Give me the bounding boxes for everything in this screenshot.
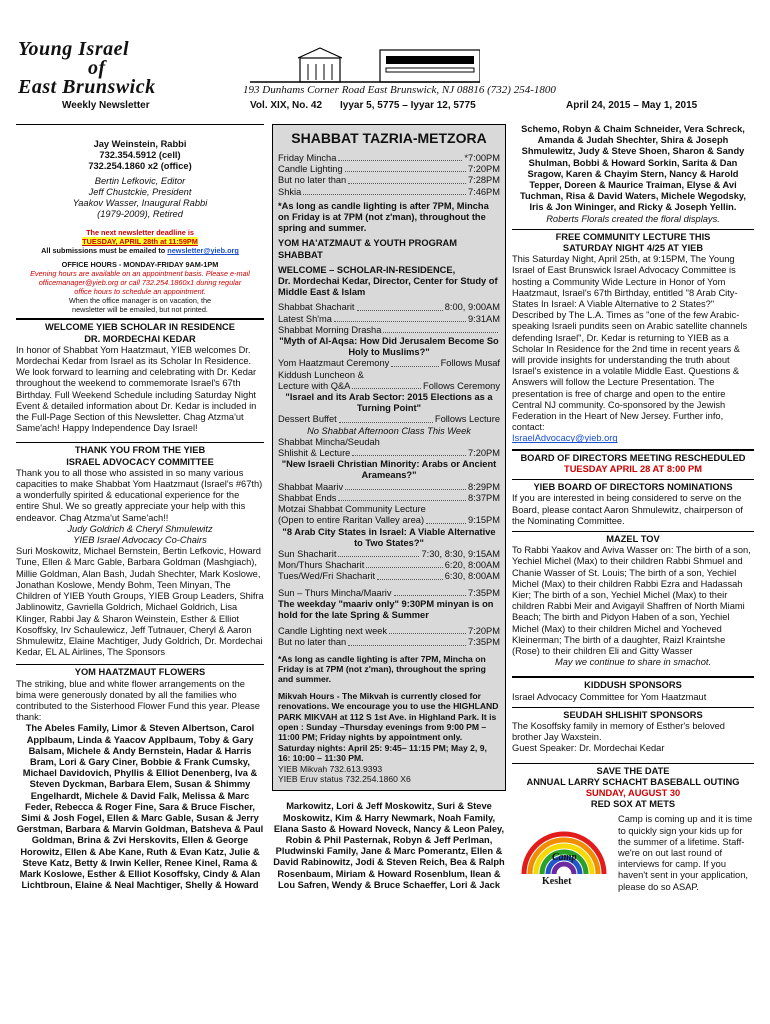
office-hours-line1: Evening hours are available on an appointment basis. Please e-mail	[30, 269, 250, 279]
lecture-title: "Israel and its Arab Sector: 2015 Elections as a Turning Point"	[285, 392, 493, 414]
mazel-tov-heading: MAZEL TOV	[512, 531, 754, 545]
schedule-shlishit: Shlishit & Lecture 7:20PM	[278, 448, 500, 459]
candle-no-later: But no later than 7:35PM	[278, 637, 500, 648]
seudah-sponsors-heading: SEUDAH SHLISHIT SPONSORS	[512, 707, 754, 721]
motzai-title: "8 Arab City States in Israel: A Viable Alternative to Two States?"	[282, 526, 496, 548]
guest-speaker: Guest Speaker: Dr. Mordechai Kedar	[512, 743, 665, 754]
nominations-body: If you are interested in being considered to serve on the Board, please contact Aaron Shmulewitz, chairperson of the Nominating Committee.	[512, 493, 744, 526]
lecture-body: This Saturday Night, April 25th, at 9:15PM, The Young Israel of East Brunswick Israel Advocacy Committee is hosting a Community Wide Lecture in Honor of Yom Haatzmaut, Israel's 67th Birthday, entitled "8 Arab City-States In Israel: A Viable Alternative to 2 States?" Described by The L.A. Times as "one of the few Arabic-speaking Israeli pundits seen on Arabic satellite channels defending Israel", Dr. Kedar is returning to YIEB as a Scholar In Residence for the 2nd time in recent years & will provide insights for understanding the truth about Israel's existence in a volatile Middle East. Questions & Answers will follow the Lecture Presentation. The presentation is free of charge and open to the entire Central NJ community. Co-sponsored by the Jewish Federation in the Heart of New Jersey. Further info, contact:	[512, 254, 748, 433]
no-class-note: No Shabbat Afternoon Class This Week	[307, 425, 471, 436]
deadline-notice-date: TUESDAY, APRIL 28th at 11:59PM	[82, 237, 198, 247]
nominations-heading: YIEB BOARD OF DIRECTORS NOMINATIONS	[512, 479, 754, 493]
column-right	[512, 124, 754, 892]
editor-credit: Bertin Lefkovic, Editor	[94, 175, 186, 186]
schedule-shacharit: Shabbat Shacharit 8:00, 9:00AM	[278, 302, 500, 313]
advocacy-email-link[interactable]: IsraelAdvocacy@yieb.org	[512, 433, 618, 444]
inaugural-rabbi-credit: Yaakov Wasser, Inaugural Rabbi	[72, 198, 208, 209]
inaugural-rabbi-years: (1979-2009), Retired	[97, 209, 183, 220]
mikvah-phone: YIEB Mikvah 732.613.9393	[278, 763, 383, 774]
schedule-ceremony: Yom Haatzmaut Ceremony Follows Musaf	[278, 358, 500, 369]
flowers-list: The Abeles Family, Limor & Steven Albertson, Carol Applbaum, Linda & Yaacov Applbaum, Toby & Gary Balsam, Michele & Andy Bernstein, Hadar & Harris Bram, Lori & Gary Ciner, Bobbie & Frank Cumsky, Michael Davidovich, Phyllis & Elliot Denenberg, Iva & Steven Dyckman, Barbara Elem, Susan & Shimmy Engelhardt, Michele & David Falk, Melissa & Marc Feder, Rebecca & Roger Fine, Sara & Bruce Fischer, Simi & Josh Fogel, Ellen & Marc Gable, Susan & Jerry Gerstman, Barbara & Marvin Goldman, Batsheva & Paul Goldman, Brina & Zvi Herskovits, Ellen & George Horowitz, Ellen & Abe Kane, Ruth & Evan Katz, Julie & Steve Katz, Betty & Irwin Keller, Renee Kinel, Rama & Mark Koslowe, Esther & Elliot Kosoffsky, Cindy & Alan Lichtbroun, Elaine & Neal Machtiger, Shelly & Howard	[16, 723, 264, 891]
eruv-phone: YIEB Eruv status 732.254.1860 X6	[278, 774, 411, 784]
cochairs-names: Judy Goldrich & Cheryl Shmulewitz	[67, 523, 213, 534]
kiddush-sponsors-body: Israel Advocacy Committee for Yom Haatzmaut	[512, 691, 707, 702]
shabbat-title: SHABBAT TAZRIA-METZORA	[291, 130, 487, 146]
rabbi-name: Jay Weinstein, Rabbi	[93, 139, 187, 149]
friday-time-row: But no later than 7:28PM	[278, 175, 500, 186]
office-hours-line2: officemanager@yieb.org or call 732.254.1860x1 during regular	[38, 278, 242, 288]
submissions-email-link[interactable]: newsletter@yieb.org	[167, 246, 239, 256]
thanks-heading-line1: THANK YOU FROM THE YIEB	[74, 445, 206, 456]
thanks-list: Suri Moskowitz, Michael Bernstein, Bertin Lefkovic, Howard Tune, Ellen & Marc Gable, Barbara Goldman (Mashgiach), Millie Goldman, Alan Bash, Judah Shechter, Mark Koslowe, Jonathan Koslowe, Mendy Bohm, Teen Minyan, The Children of YIEB Youth Groups, YIEB Group Leaders, Shifra Jablinowitz, Gavriella Goldrich, Michael Goldrich, Lisa Klinger, Rabbi Jay & Sharon Weinstein, Esther & Elliot Kosoffsky, Irv Schaulewicz, Jeff Tutnauer, Cheryl & Aaron Shmulewitz, Elaine Machtiger, Judy Goldrich, Dr. Mordechai Kedar, EL AL Airlines, The Sponsors	[16, 546, 264, 658]
friday-time-row: Candle Lighting 7:20PM	[278, 164, 500, 175]
masthead-title-line2: of	[88, 57, 106, 79]
lecture-heading-line1: FREE COMMUNITY LECTURE THIS	[555, 231, 711, 242]
friday-times	[278, 153, 500, 198]
lecture-heading-line2: SATURDAY NIGHT 4/25 AT YIEB	[562, 243, 704, 254]
schedule-tue-shacharit: Tues/Wed/Fri Shacharit 6:30, 8:00AM	[278, 571, 500, 582]
seudah-sponsors-body: The Kosoffsky family in memory of Esther's beloved brother Jay Waxstein.	[512, 720, 725, 743]
schedule-motzai: Motzai Shabbat Community Lecture	[278, 504, 426, 515]
save-date-heading: SAVE THE DATE	[596, 765, 670, 776]
schedule-shabbat-ends: Shabbat Ends 8:37PM	[278, 492, 500, 503]
rabbi-cell: 732.354.5912 (cell)	[99, 150, 181, 161]
camp-logo-text2: Keshet	[542, 876, 572, 888]
schedule-open-lecture: (Open to entire Raritan Valley area) 9:15PM	[278, 515, 500, 526]
scholar-body: In honor of Shabbat Yom Haatzmaut, YIEB welcomes Dr. Mordechai Kedar from Israel as its Scholar In Residence. We look forward to learning and celebrating with Dr. Kedar throughout the weekend to commemorate Israel's 67th Birthday. Full Weekend Schedule including Saturday Night Event & detailed information about Dr. Kedar is included in the Full-Page Section of this Newsletter. Chag Atzma'ut Same'ach! Happy Independence Day Israel!	[16, 344, 257, 434]
yom-program-line1: YOM HA'ATZMAUT & YOUTH PROGRAM	[278, 238, 458, 249]
schedule-sunthu-mincha: Sun – Thurs Mincha/Maariv 7:35PM	[278, 587, 500, 598]
cochairs-title: YIEB Israel Advocacy Co-Chairs	[73, 535, 207, 546]
outing-date: SUNDAY, AUGUST 30	[585, 787, 681, 798]
column-middle	[272, 124, 506, 891]
schedule-mon-shacharit: Mon/Thurs Shacharit 6:20, 8:00AM	[278, 560, 500, 571]
vacation-notice-line1: When the office manager is on vacation, the	[68, 296, 212, 306]
flowers-body: The striking, blue and white flower arrangements on the bima were generously donated by all the families who contributed to the Sisterhood Flower Fund this year. Please thank:	[16, 678, 260, 723]
schedule-mincha-seudah: Shabbat Mincha/Seudah	[278, 436, 380, 447]
candle-note-2: *As long as candle lighting is after 7PM, Mincha on Friday is at 7PM (not z'man), throughout the spring and summer.	[278, 653, 486, 685]
flowers-list-continued: Markowitz, Lori & Jeff Moskowitz, Suri & Steve Moskowitz, Kim & Harry Newmark, Noah Family, Elana Sasto & Howard Noveck, Nancy & Leon Paley, Robin & Phil Pasternak, Robyn & Jeff Perlman, Pludwinski Family, Jane & Marc Pomerantz, Ellen & David Rabinowitz, Jodi & Steven Reich, Bea & Ralph Rosenbaum, Miriam & Howard Rosenblum, Ilean & Lou Safren, Wendy & Bruce Schaeffer, Lori & Jack	[273, 801, 505, 890]
schedule-drasha: Shabbat Morning Drasha	[278, 325, 500, 336]
schedule-dessert: Dessert Buffet Follows Lecture	[278, 414, 500, 425]
shlishit-title: "New Israeli Christian Minority: Arabs or Ancient Arameans?"	[281, 459, 497, 481]
friday-time-row: Shkia 7:46PM	[278, 186, 500, 197]
issue-dates: April 24, 2015 – May 1, 2015	[566, 100, 698, 111]
camp-logo-text1: Camp	[552, 852, 577, 864]
camp-announcement: Camp is coming up and it is time to quickly sign your kids up for the summer of a lifetime. Staff- we're on out last round of interviews for camp. If you haven't sent in your application, please do so ASAP.	[618, 814, 753, 892]
thanks-body: Thank you to all those who assisted in so many various capacities to make Shabbat Yom Haatzmaut (Israel's #67th) a wonderfully spirited & educational experience for the entire Shul. We so greatly appreciate your help with this endeavor. Chag Atzma'ut Same'ach!!	[16, 467, 263, 523]
yom-program-line2: SHABBAT	[278, 249, 323, 260]
schedule-kiddush: Kiddush Luncheon &	[278, 369, 364, 380]
thanks-heading-line2: ISRAEL ADVOCACY COMMITTEE	[66, 456, 214, 467]
vacation-notice-line2: newsletter will be emailed, but not printed.	[72, 305, 208, 315]
newsletter-label: Weekly Newsletter	[62, 100, 150, 111]
masthead-title	[18, 40, 218, 97]
schedule-lecture: Lecture with Q&A Follows Ceremony	[278, 380, 500, 391]
outing-teams: RED SOX AT METS	[590, 799, 676, 810]
florals-credit: Roberts Florals created the floral displays.	[546, 213, 720, 224]
masthead-address: 193 Dunhams Corner Road East Brunswick, NJ 08816 (732) 254-1800	[243, 84, 556, 96]
schedule-sun-shacharit: Sun Shacharit 7:30, 8:30, 9:15AM	[278, 548, 500, 559]
office-hours-line3: office hours to schedule an appointment.	[74, 287, 206, 297]
scholar-heading-line2: DR. MORDECHAI KEDAR	[84, 333, 196, 344]
welcome-heading: WELCOME – SCHOLAR-IN-RESIDENCE,	[278, 264, 456, 275]
synagogue-illustration	[250, 44, 480, 84]
volume-number: Vol. XIX, No. 42	[250, 100, 323, 111]
submissions-notice: All submissions must be emailed to	[41, 246, 166, 256]
masthead-title-line3: East Brunswick	[18, 76, 156, 98]
mazel-tov-body: To Rabbi Yaakov and Aviva Wasser on: The birth of a son, Yechiel Michel (Max) to their children Rabbi Shmuel and Chanie Wasser of St. Louis; The birth of a son, Yechiel Michel (Max) to their children Rabbi Ezra and Hadassah Kier; The birth of a son, Yechiel Michel (Max) to their children Rabbi Meir and Avigayil Shaffren of North Miami Beach; The birth and Pidyon Haben of a son, Yechiel Michel (Max) to their children Michel and Yocheved Kleinerman; The birth of a daughter, Raizl Kraintshe (Rose) to their children Eli and Gitty Wasser	[512, 545, 751, 656]
hebrew-dates: Iyyar 5, 5775 – Iyyar 12, 5775	[340, 100, 476, 111]
deadline-notice-line1: The next newsletter deadline is	[86, 228, 194, 238]
kiddush-sponsors-heading: KIDDUSH SPONSORS	[512, 676, 754, 691]
rabbi-office: 732.254.1860 x2 (office)	[88, 161, 192, 172]
schedule-latest-shma: Latest Sh'ma 9:31AM	[278, 313, 500, 324]
office-hours-heading: OFFICE HOURS - MONDAY-FRIDAY 9AM-1PM	[61, 260, 219, 270]
drasha-title: "Myth of Al-Aqsa: How Did Jerusalem Become So Holy to Muslims?"	[279, 336, 499, 358]
board-meeting-heading: BOARD OF DIRECTORS MEETING RESCHEDULED	[512, 449, 754, 464]
baseball-outing-heading: ANNUAL LARRY SCHACHT BASEBALL OUTING	[526, 776, 740, 787]
board-meeting-date: TUESDAY APRIL 28 AT 8:00 PM	[564, 463, 702, 474]
candle-next-week: Candle Lighting next week 7:20PM	[278, 626, 500, 637]
welcome-subheading: Dr. Mordechai Kedar, Director, Center for Study of Middle East & Islam	[278, 276, 498, 298]
mazel-tov-closing: May we continue to share in smachot.	[554, 657, 712, 668]
president-credit: Jeff Chustckie, President	[88, 186, 192, 197]
scholar-heading-line1: WELCOME YIEB SCHOLAR IN RESIDENCE	[45, 322, 235, 333]
friday-time-row: Friday Mincha *7:00PM	[278, 153, 500, 163]
flowers-list-end: Schemo, Robyn & Chaim Schneider, Vera Schreck, Amanda & Judah Shechter, Shira & Joseph Shmulewitz, Judy & Steve Shoen, Sharon & Sandy Shulman, Bobbi & Howard Sorkin, Sarita & Dan Sragow, Karen & Chayim Stern, Nancy & Harold Tepper, Doreen & Maurice Traiman, Elyse & Avi Tuchman, Risa & David Waters, Michele Wegodsky, Iris & Jon Wininger, and Ricky & Joseph Yellin.	[520, 124, 746, 213]
masthead-title-line1: Young Israel	[18, 38, 130, 60]
mikvah-hours: Mikvah Hours - The Mikvah is currently closed for renovations. We encourage you to use the HIGHLAND PARK MIKVAH at 112 S 1st Ave. in Highland Park. It is open : Sunday –Thursday evenings from 9:00 PM – 11:00 PM; Friday nights by appointment only. Saturday nights: April 25: 9:45– 11:15 PM; May 2, 9, 16: 10:00 – 11:30 PM.	[278, 690, 499, 764]
weekday-maariv-note: The weekday "maariv only" 9:30PM minyan is on hold for the late Spring & Summer	[278, 598, 494, 620]
schedule-maariv: Shabbat Maariv 8:29PM	[278, 481, 500, 492]
candle-note: *As long as candle lighting is after 7PM, Mincha on Friday is at 7PM (not z'man), throughout the spring and summer.	[278, 200, 489, 234]
column-left	[16, 124, 264, 891]
flowers-heading: YOM HAATZMAUT FLOWERS	[16, 664, 264, 678]
